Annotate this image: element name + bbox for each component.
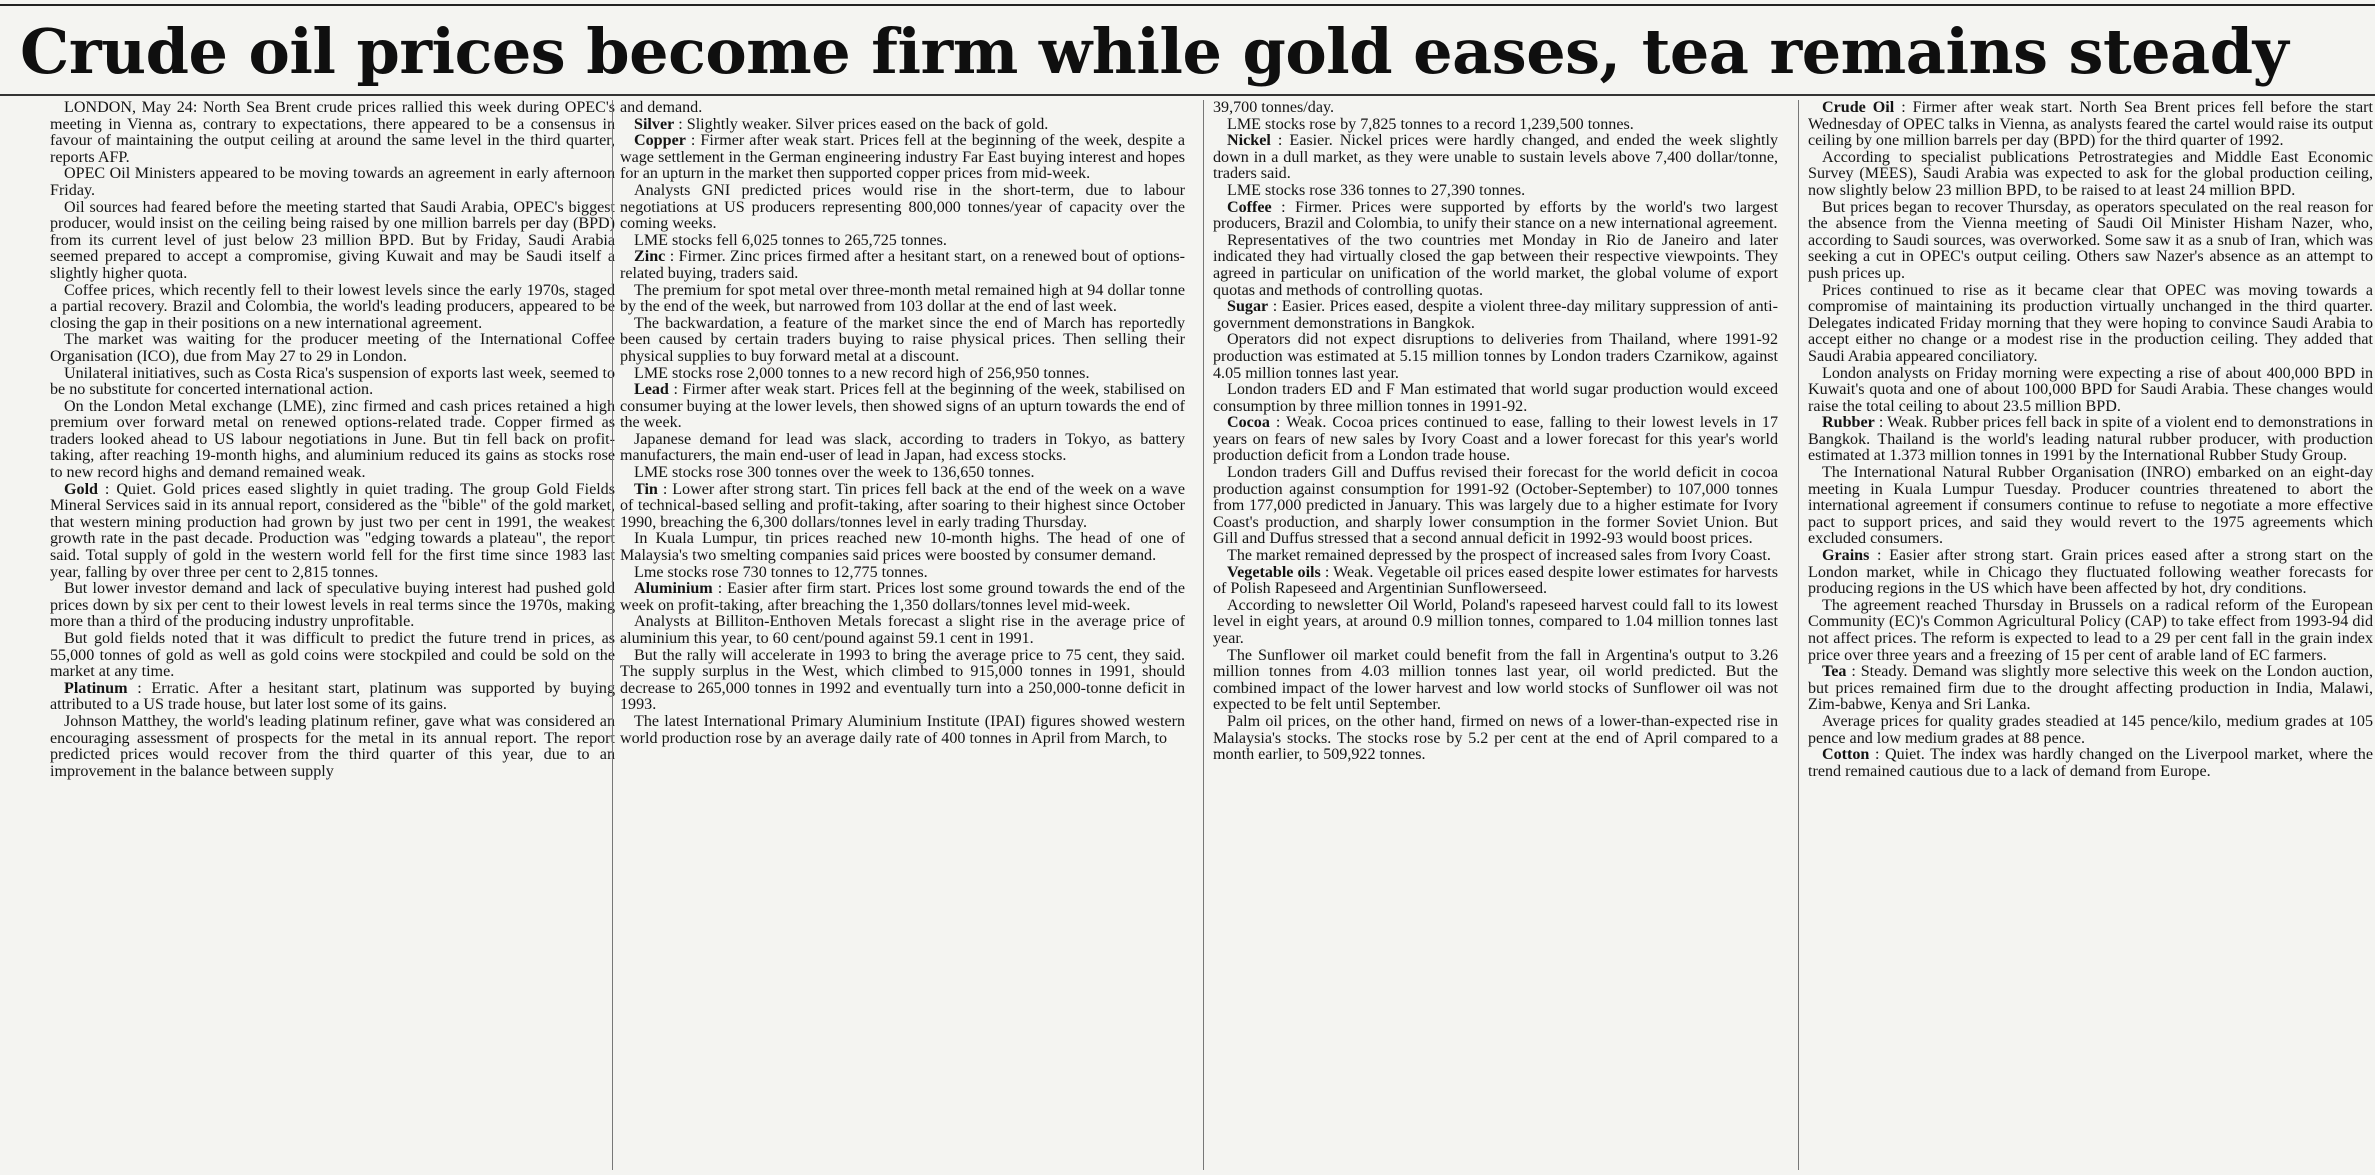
paragraph-text: : Erratic. After a hesitant start, platinum was supported by buying attributed to a US trade house, but later lost some of its gains. [50,679,615,714]
article-paragraph [1808,100,2373,150]
article-paragraph [50,581,615,631]
article-column-3 [1213,100,1778,1170]
paragraph-text: OPEC Oil Ministers appeared to be moving towards an agreement in early afternoon Friday. [50,165,615,199]
paragraph-text: Japanese demand for lead was slack, according to traders in Tokyo, as battery manufacturers, the main end-user of lead in Japan, had excess stocks. [620,430,1185,465]
commodity-heading: Tin [634,480,658,498]
article-paragraph [620,648,1185,714]
article-paragraph [620,714,1185,747]
article-paragraph [1213,100,1778,117]
article-paragraph [620,366,1185,383]
article-paragraph [1213,299,1778,332]
paragraph-text: The premium for spot metal over three-month metal remained high at 94 dollar tonne by the end of the week, but narrowed from 103 dollar at the end of last week. [620,281,1185,316]
article-paragraph [1213,548,1778,565]
article-paragraph [50,100,615,166]
article-paragraph [50,166,615,199]
paragraph-text: According to specialist publications Petrostrategies and Middle East Economic Survey (MEES), Saudi Arabia was expected to ask for the global production ceiling, now slightly below 23 million BPD, to be raised to at least 24 million BPD. [1808,148,2373,199]
commodity-heading: Lead [634,381,669,399]
commodity-heading: Silver [634,115,675,133]
article-paragraph [1808,664,2373,714]
commodity-heading: Copper [634,132,686,150]
commodity-heading: Aluminium [634,580,713,598]
column-separator [1203,100,1204,1170]
paragraph-text: : Weak. Cocoa prices continued to ease, falling to their lowest levels in 17 years on fears of new sales by Ivory Coast and a lower forecast for this year's world production deficit from a London trade house. [1213,414,1778,465]
article-paragraph [1213,598,1778,648]
paragraph-text: The market remained depressed by the prospect of increased sales from Ivory Coast. [1227,547,1771,565]
paragraph-text: But gold fields noted that it was difficult to predict the future trend in prices, as 55,000 tonnes of gold as well as gold coins were stockpiled and could be sold on the market at any time. [50,630,615,681]
paragraph-text: On the London Metal exchange (LME), zinc firmed and cash prices retained a high premium over forward metal on renewed options-related trade. Copper firmed as traders looked ahead to US labour negotiations in June. But tin fell back on profit-taking, after reaching 19-month highs, and aluminium reduced its gains as stocks rose to new record highs and demand remained weak. [50,397,615,482]
article-paragraph [1808,200,2373,283]
article-paragraph [50,631,615,681]
commodity-heading: Cocoa [1227,414,1270,432]
paragraph-text: 39,700 tonnes/day. [1213,100,1334,116]
article-paragraph [1213,714,1778,764]
paragraph-text: But prices began to recover Thursday, as operators speculated on the real reason for the absence from the Vienna meeting of Saudi Oil Minister Hisham Nazer, who, according to Saudi sources, was overworked. Some saw it as a snub of Iran, which was seeking a cut in OPEC's output ceiling. Others saw Nazer's absence as an attempt to push prices up. [1808,198,2373,282]
article-paragraph [1808,747,2373,780]
paragraph-text: : Firmer after weak start. Prices fell at the beginning of the week, despite a wage settlement in the German engineering industry Far East buying interest and hopes for an upturn in the market then supported copper prices from mid-week. [620,132,1185,183]
article-paragraph [620,531,1185,564]
paragraph-text: Average prices for quality grades steadied at 145 pence/kilo, medium grades at 105 pence and low medium grades at 88 pence. [1808,712,2373,747]
paragraph-text: : Steady. Demand was slightly more selective this week on the London auction, but prices remained firm due to the drought affecting production in India, Malawi, Zim-babwe, Kenya and Sri Lanka. [1808,663,2373,714]
paragraph-text: LONDON, May 24: North Sea Brent crude prices rallied this week during OPEC's meeting in Vienna as, contrary to expectations, there appeared to be a consensus in favour of maintaining the output ceiling at around the same level in the third quarter, reports AFP. [50,100,615,166]
commodity-heading: Grains [1822,547,1870,565]
paragraph-text: : Weak. Vegetable oil prices eased despite lower estimates for harvests of Polish Rapeseed and Argentinian Sunflowerseed. [1213,563,1778,598]
commodity-heading: Zinc [634,248,666,266]
article-paragraph [1808,283,2373,366]
column-separator [612,100,613,1170]
paragraph-text: : Firmer after weak start. Prices fell at the beginning of the week, stabilised on consumer buying at the lower levels, then showed signs of an upturn towards the end of the week. [620,381,1185,432]
paragraph-text: London traders Gill and Duffus revised their forecast for the world deficit in cocoa production against consumption for 1991-92 (October-September) to 107,000 tonnes from 177,000 predicted in January. This was largely due to a higher estimate for Ivory Coast's production, and sharply lower consumption in the former Soviet Union. But Gill and Duffus stressed that a second annual deficit in 1992-93 would boost prices. [1213,464,1778,548]
article-column-4 [1808,100,2373,1170]
article-paragraph [1213,465,1778,548]
article-paragraph [620,382,1185,432]
article-paragraph [620,283,1185,316]
paragraph-text: Unilateral initiatives, such as Costa Rica's suspension of exports last week, seemed to be no substitute for concerted international action. [50,364,615,399]
headline-rule [0,94,2375,96]
paragraph-text: Representatives of the two countries met Monday in Rio de Janeiro and later indicated they had virtually closed the gap between their respective viewpoints. They agreed in particular on unification of the world market, the global volume of export quotas and methods of controlling quotas. [1213,231,1778,299]
paragraph-text: But the rally will accelerate in 1993 to bring the average price to 75 cent, they said. The supply surplus in the West, which climbed to 915,000 tonnes in 1991, should decrease to 265,000 tonnes in 1992 and eventually turn into a 250,000-tonne deficit in 1993. [620,646,1185,714]
paragraph-text: : Easier. Nickel prices were hardly changed, and ended the week slightly down in a dull market, as they were unable to sustain levels above 7,400 dollar/tonne, traders said. [1213,132,1778,183]
commodity-heading: Rubber [1822,414,1875,432]
paragraph-text: LME stocks rose 336 tonnes to 27,390 tonnes. [1227,181,1526,199]
paragraph-text: : Slightly weaker. Silver prices eased on the back of gold. [678,115,1049,133]
article-paragraph [620,482,1185,532]
paragraph-text: : Firmer. Prices were supported by efforts by the world's two largest producers, Brazil and Colombia, to unify their stance on a new international agreement. [1213,198,1778,233]
article-paragraph [1808,415,2373,465]
article-paragraph [620,133,1185,183]
article-paragraph [50,283,615,333]
paragraph-text: : Quiet. The index was hardly changed on the Liverpool market, where the trend remained cautious due to a lack of demand from Europe. [1808,746,2373,780]
article-paragraph [50,200,615,283]
article-paragraph [1808,150,2373,200]
article-paragraph [1808,548,2373,598]
article-paragraph [50,366,615,399]
paragraph-text: The International Natural Rubber Organisation (INRO) embarked on an eight-day meeting in Kuala Lumpur Tuesday. Producer countries threatened to abort the international agreement if consumers continue to refuse to negotiate a more effective pact to support prices, and said they would revert to the 1975 agreements which excluded consumers. [1808,464,2373,548]
paragraph-text: The market was waiting for the producer meeting of the International Coffee Organisation (ICO), due from May 27 to 29 in London. [50,331,615,365]
commodity-heading: Platinum [64,679,128,697]
paragraph-text: Operators did not expect disruptions to deliveries from Thailand, where 1991-92 production was estimated at 5.15 million tonnes by London traders Czarnikow, against 4.05 million tonnes last year. [1213,331,1778,382]
paragraph-text: : Easier after strong start. Grain prices eased after a strong start on the London market, while in Chicago they fluctuated following weather forecasts for producing regions in the US which have been affected by hot, dry conditions. [1808,547,2373,598]
column-separator [1798,100,1799,1170]
paragraph-text: Lme stocks rose 730 tonnes to 12,775 tonnes. [634,563,928,581]
article-paragraph [1213,117,1778,134]
paragraph-text: London traders ED and F Man estimated that world sugar production would exceed consumption by three million tonnes in 1991-92. [1213,381,1778,415]
article-paragraph [1808,465,2373,548]
paragraph-text: LME stocks rose 300 tonnes over the week to 136,650 tonnes. [634,464,1035,482]
headline: Crude oil prices become firm while gold eases, tea remains steady [20,15,2289,88]
paragraph-text: According to newsletter Oil World, Poland's rapeseed harvest could fall to its lowest level in eight years, at around 0.9 million tonnes, compared to 1.04 million tonnes last year. [1213,596,1778,647]
paragraph-text: Prices continued to rise as it became clear that OPEC was moving towards a compromise of maintaining its production virtually unchanged in the third quarter. Delegates indicated Friday morning that they were hoping to convince Saudi Arabia to accept either no change or a modest rise in the production ceiling. They added that Saudi Arabia appeared conciliatory. [1808,281,2373,365]
paragraph-text: The backwardation, a feature of the market since the end of March has reportedly been caused by certain traders buying to raise physical prices. Then selling their physical supplies to buy forward metal at a discount. [620,314,1185,365]
article-paragraph [620,100,1185,117]
article-paragraph [1213,133,1778,183]
article-paragraph [620,581,1185,614]
article-paragraph [50,681,615,714]
commodity-heading: Cotton [1822,746,1870,764]
paragraph-text: The agreement reached Thursday in Brussels on a radical reform of the European Community (EC)'s Common Agricultural Policy (CAP) to take effect from 1993-94 did not affect prices. The reform is expected to lead to a 29 per cent fall in the grain index price over three years and a freezing of 15 per cent of arable land of EC farmers. [1808,596,2373,664]
paragraph-text: and demand. [620,100,703,116]
paragraph-text: In Kuala Lumpur, tin prices reached new 10-month highs. The head of one of Malaysia's two smelting companies said prices were boosted by consumer demand. [620,530,1185,565]
article-paragraph [1213,332,1778,382]
commodity-heading: Tea [1822,663,1847,681]
paragraph-text: : Weak. Rubber prices fell back in spite of a violent end to demonstrations in Bangkok. Thailand is the world's leading natural rubber producer, with production estimated at 1.373 million tonnes in 1991 by the International Rubber Study Group. [1808,414,2373,465]
article-column-1 [50,100,615,1170]
commodity-heading: Sugar [1227,298,1269,316]
article-paragraph [620,249,1185,282]
commodity-heading: Gold [64,480,98,498]
commodity-heading: Coffee [1227,198,1272,216]
article-paragraph [1213,382,1778,415]
article-column-2 [620,100,1185,1170]
paragraph-text: : Firmer. Zinc prices firmed after a hesitant start, on a renewed bout of options-related buying, traders said. [620,248,1185,282]
paragraph-text: : Quiet. Gold prices eased slightly in quiet trading. The group Gold Fields Mineral Services said in its annual report, considered as the "bible" of the gold market, that western mining production had grown by just two per cent in 1991, the weakest growth rate in the past decade. Production was "edging towards a plateau", the report said. Total supply of gold in the western world fell for the first time since 1983 last year, falling by over three per cent to 2,815 tonnes. [50,480,615,581]
paragraph-text: Palm oil prices, on the other hand, firmed on news of a lower-than-expected rise in Malaysia's stocks. The stocks rose by 5.2 per cent at the end of April compared to a month earlier, to 509,922 tonnes. [1213,712,1778,764]
paragraph-text: Oil sources had feared before the meeting started that Saudi Arabia, OPEC's biggest producer, would insist on the ceiling being raised by one million barrels per day (BPD) from its current level of just below 23 million BPD. But by Friday, Saudi Arabia seemed prepared to accept a compromise, giving Kuwait and may be Saudi itself a slightly higher quota. [50,198,615,282]
article-paragraph [620,117,1185,134]
paragraph-text: London analysts on Friday morning were expecting a rise of about 400,000 BPD in Kuwait's quota and one of about 100,000 BPD for Saudi Arabia. These changes would raise the total ceiling to about 23.5 million BPD. [1808,364,2373,415]
article-paragraph [50,482,615,582]
paragraph-text: Analysts at Billiton-Enthoven Metals forecast a slight rise in the average price of aluminium this year, to 60 cent/pound against 59.1 cent in 1991. [620,613,1185,647]
article-paragraph [50,714,615,780]
article-paragraph [620,233,1185,250]
article-paragraph [620,183,1185,233]
paragraph-text: : Easier after firm start. Prices lost some ground towards the end of the week on profit-taking, after breaching the 1,350 dollars/tonnes level mid-week. [620,580,1185,614]
paragraph-text: : Lower after strong start. Tin prices fell back at the end of the week on a wave of technical-based selling and profit-taking, after soaring to their highest since October 1990, breaching the 6,300 dollars/tonnes level in early trading Thursday. [620,480,1185,531]
article-paragraph [1808,714,2373,747]
article-paragraph [1213,565,1778,598]
paragraph-text: Johnson Matthey, the world's leading platinum refiner, gave what was considered an encouraging assessment of prospects for the metal in its annual report. The report predicted prices would recover from the third quarter of this year, due to an improvement in the balance between supply [50,712,615,780]
paragraph-text: LME stocks rose by 7,825 tonnes to a record 1,239,500 tonnes. [1227,115,1634,133]
paragraph-text: Coffee prices, which recently fell to their lowest levels since the early 1970s, staged a partial recovery. Brazil and Colombia, the world's leading producers, appeared to be closing the gap in their positions on a new international agreement. [50,281,615,332]
paragraph-text: LME stocks fell 6,025 tonnes to 265,725 tonnes. [634,231,947,249]
paragraph-text: : Firmer after weak start. North Sea Brent prices fell before the start Wednesday of OPEC talks in Vienna, as analysts feared the cartel would raise its output ceiling by one million barrels per day (BPD) for the third quarter of 1992. [1808,100,2373,150]
article-paragraph [50,332,615,365]
article-paragraph [50,399,615,482]
article-paragraph [620,432,1185,465]
paragraph-text: The latest International Primary Aluminium Institute (IPAI) figures showed western world production rose by an average daily rate of 400 tonnes in April from March, to [620,712,1185,747]
article-paragraph [620,465,1185,482]
article-paragraph [1808,366,2373,416]
commodity-heading: Nickel [1227,132,1271,150]
article-paragraph [1213,648,1778,714]
paragraph-text: : Easier. Prices eased, despite a violent three-day military suppression of anti-government demonstrations in Bangkok. [1213,298,1778,332]
article-paragraph [620,316,1185,366]
commodity-heading: Crude Oil [1822,100,1895,116]
top-rule [0,4,2375,6]
paragraph-text: The Sunflower oil market could benefit from the fall in Argentina's output to 3.26 million tonnes from 4.03 million tonnes last year, oil world predicted. But the combined impact of the lower harvest and low world stocks of Sunflower oil was not expected to be felt until September. [1213,646,1778,714]
commodity-heading: Vegetable oils [1227,563,1321,581]
article-paragraph [1213,233,1778,299]
article-paragraph [1213,183,1778,200]
article-paragraph [1213,200,1778,233]
article-paragraph [620,614,1185,647]
article-paragraph [620,565,1185,582]
article-paragraph [1213,415,1778,465]
article-paragraph [1808,598,2373,664]
paragraph-text: But lower investor demand and lack of speculative buying interest had pushed gold prices down by six per cent to their lowest levels in real terms since the 1970s, making more than a third of the producing industry unprofitable. [50,580,615,631]
paragraph-text: Analysts GNI predicted prices would rise in the short-term, due to labour negotiations at US producers representing 800,000 tonnes/year of capacity over the coming weeks. [620,181,1185,233]
paragraph-text: LME stocks rose 2,000 tonnes to a new record high of 256,950 tonnes. [634,364,1090,382]
